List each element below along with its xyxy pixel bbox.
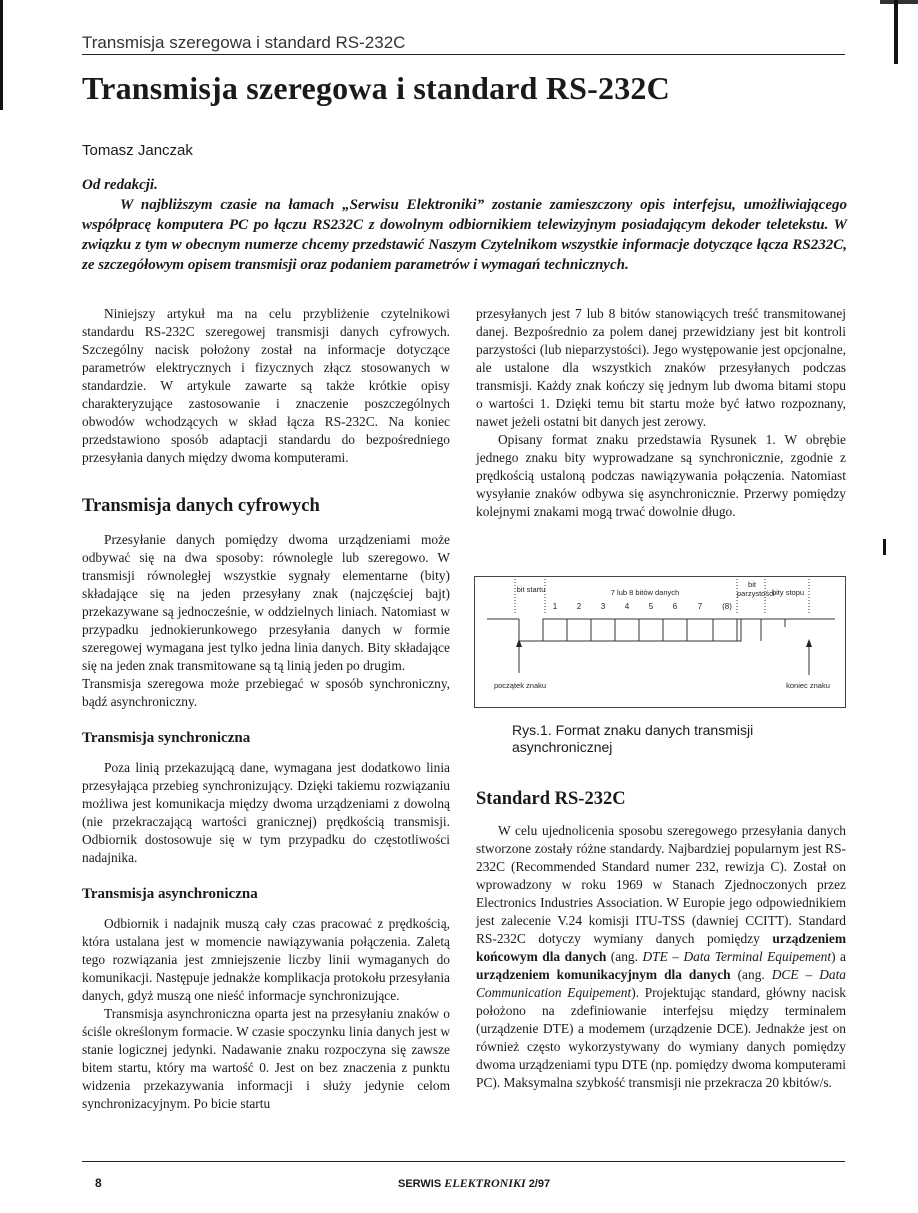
heading-standard: Standard RS-232C: [476, 789, 626, 809]
term-dce: urządzeniem komunikacyjnym dla danych: [476, 967, 731, 982]
bit-number: 7: [697, 602, 703, 611]
scan-edge-mark: [0, 0, 3, 110]
term-dte-en: DTE – Data Terminal Equipement: [642, 949, 832, 964]
article-title: Transmisja szeregowa i standard RS-232C: [82, 70, 670, 106]
magazine-logo: ELEKTRONIKI: [444, 1176, 526, 1190]
label-stop-bits: bity stopu: [771, 588, 805, 597]
label-start-bit: bit startu: [516, 585, 546, 594]
bit-number: 2: [576, 602, 582, 611]
label-char-start: początek znaku: [493, 681, 547, 690]
header-rule: [82, 54, 845, 55]
paragraph-async-2: Transmisja asynchroniczna oparta jest na przesyłaniu znaków o ściśle określonym formacie. W czasie spoczynku linia danych jest w stanie logicznej jedynki. Nadawanie znaku rozpoczyna się zawsze bitem startu, który ma wartość 0. Jest on bez znaczenia z punktu widzenia przekazywania informacji i służy jedynie celom synchronizacyjnym. Po bicie startu: [82, 1006, 450, 1111]
column-right-top: [476, 305, 846, 521]
bit-number: (8): [722, 602, 732, 611]
paragraph-standard: W celu ujednolicenia sposobu szeregowego przesyłania danych stworzone zostały różne standardy. Najbardziej popularnym jest RS-232C (Recommended Standard numer 232, rewizja C). Został on wprowadzony w roku 1969 w Stanach Zjednoczonych przez Electronics Industries Association. W Europie jego odpowiednikiem jest zalecenie V.24 komisji ITU-TSS (dawniej CCITT). Standard RS-232C dotyczy wymiany danych pomiędzy urządzeniem końcowym dla danych (ang. DTE – Data Terminal Equipement) a urządzeniem komunikacyjnym dla danych (ang. DCE – Data Communication Equipement). Projektując standard, główny nacisk położono na zdefiniowanie interfejsu między terminalem (urządzenie DTE) a modemem (urządzenie DCE). Jednakże jest on również często wykorzystywany do wymiany danych pomiędzy dwoma urządzeniami typu DTE (np. pomiędzy dwoma komputerami PC). Maksymalna szybkość transmisji nie przekracza 20 kbitów/s.: [476, 823, 846, 1090]
bit-number: 4: [624, 602, 630, 611]
term-dce-en: DCE – Data Communication Equipement: [476, 967, 846, 1000]
scan-edge-mark: [880, 0, 918, 4]
figure-caption: Rys.1. Format znaku danych transmisji asynchronicznej: [512, 722, 754, 755]
term-dte: urządzeniem końcowym dla danych: [476, 931, 846, 964]
page-number: 8: [95, 1176, 102, 1190]
running-header: Transmisja szeregowa i standard RS-232C: [82, 33, 406, 52]
label-char-end: koniec znaku: [786, 681, 830, 690]
bit-number: 3: [600, 602, 606, 611]
editor-note-text: W najbliższym czasie na łamach „Serwisu Elektroniki” zostanie zamieszczony opis interfejsu, umożliwiającego współpracę komputera PC po łączu RS232C z dowolnym odbiornikiem telewizyjnym posiadającym dekoder teletekstu. W związku z tym w obecnym numerze chcemy przedstawić Naszym Czytelnikom wszystkie informacje dotyczące łącza RS232C, ze szczegółowym opisem transmisji oraz podaniem parametrów i wymagań technicznych.: [82, 197, 847, 273]
heading-sync: Transmisja synchroniczna: [82, 730, 251, 746]
column-right-bottom: [476, 790, 846, 1092]
paragraph-async-1: Odbiornik i nadajnik muszą cały czas pracować z prędkością, która ustalana jest w momencie nawiązywania połączenia. Zaletą tego rozwiązania jest zmniejszenie liczby linii wymaganych do komunikacji. Następuje jednakże komplikacja protokołu przesyłania danych, gdyż muszą one nieść informacje synchronizujące.: [82, 916, 450, 1003]
bit-number: 5: [648, 602, 654, 611]
scan-edge-mark: [883, 539, 886, 555]
paragraph-digital-2: Transmisja szeregowa może przebiegać w sposób synchroniczny, bądź asynchroniczny.: [82, 676, 450, 709]
heading-async: Transmisja asynchroniczna: [82, 886, 258, 902]
paragraph-digital: Przesyłanie danych pomiędzy dwoma urządzeniami może odbywać się na dwa sposoby: równolegle lub szeregowo. W transmisji równoległej wszystkie sygnały elementarne (bity) składające się na jeden przesyłany znak (najczęściej bajt) przekazywane są jednocześnie, w oddzielnych liniach. Natomiast w przypadku jednokierunkowego przesyłania danych w formie szeregowej wymagana jest tylko jedna linia danych. Bity składające się na jeden znak transmitowane są tą linią jeden po drugim.: [82, 532, 450, 673]
footer-rule: [82, 1161, 845, 1162]
paragraph-sync: Poza linią przekazującą dane, wymagana jest dodatkowo linia przesyłająca przebieg synchronizujący. Dzięki takiemu rozwiązaniu możliwa jest komunikacja między dwoma urządzeniami z dowolną (nie przekraczającą wartości granicznej) prędkością transmisji. Odbiornik dostosowuje się w tym przypadku do częstotliwości nadajnika.: [82, 760, 450, 865]
figure-char-format: [474, 576, 846, 708]
intro-paragraph: Niniejszy artykuł ma na celu przybliżenie czytelnikowi standardu RS-232C szeregowej transmisji danych cyfrowych. Szczególny nacisk położony został na informacje dotyczące parametrów elektrycznych i fizycznych złącz stosowanych w standardzie. W artykule zawarte są także krótkie opisy charakteryzujące zastosowanie i znaczenie poszczególnych obwodów wchodzących w skład łącza RS-232C. Na koniec przedstawiono sposób adaptacji standardu do bezpośredniego przesyłania danych między dwoma komputerami.: [82, 306, 450, 465]
bit-number: 6: [672, 602, 678, 611]
paragraph-continued: przesyłanych jest 7 lub 8 bitów stanowiących treść transmitowanej danej. Bezpośrednio za polem danej przewidziany jest bit kontroli parzystości (lub nieparzystości). Jego występowanie jest opcjonalne, ale ustalone dla wszystkich znaków przesyłanych podczas transmisji. Każdy znak kończy się jednym lub dwoma bitami stopu o wartości 1. Dzięki temu bit startu może być łatwo rozpoznany, nawet jeżeli ostatni bit danych jest zerowy.: [476, 306, 846, 429]
column-left: [82, 305, 450, 1113]
editor-note-label: Od redakcji.: [82, 177, 158, 193]
label-data-bits: 7 lub 8 bitów danych: [610, 588, 680, 597]
author-name: Tomasz Janczak: [82, 142, 193, 159]
bit-number: 1: [552, 602, 558, 611]
paragraph-format: Opisany format znaku przedstawia Rysunek 1. W obrębie jednego znaku bity wyprowadzane są synchronicznie, zgodnie z prędkością ustaloną podczas nawiązywania połączenia. Natomiast wysyłanie znaków odbywa się asynchronicznie. Przerwy pomiędzy kolejnymi znakami mogą trwać dowolnie długo.: [476, 432, 846, 519]
heading-digital-transmission: Transmisja danych cyfrowych: [82, 496, 320, 516]
scan-edge-mark: [894, 0, 898, 64]
label-parity-bit: bit parzystości: [737, 580, 775, 598]
footer-magazine: SERWIS ELEKTRONIKI 2/97: [398, 1176, 551, 1190]
